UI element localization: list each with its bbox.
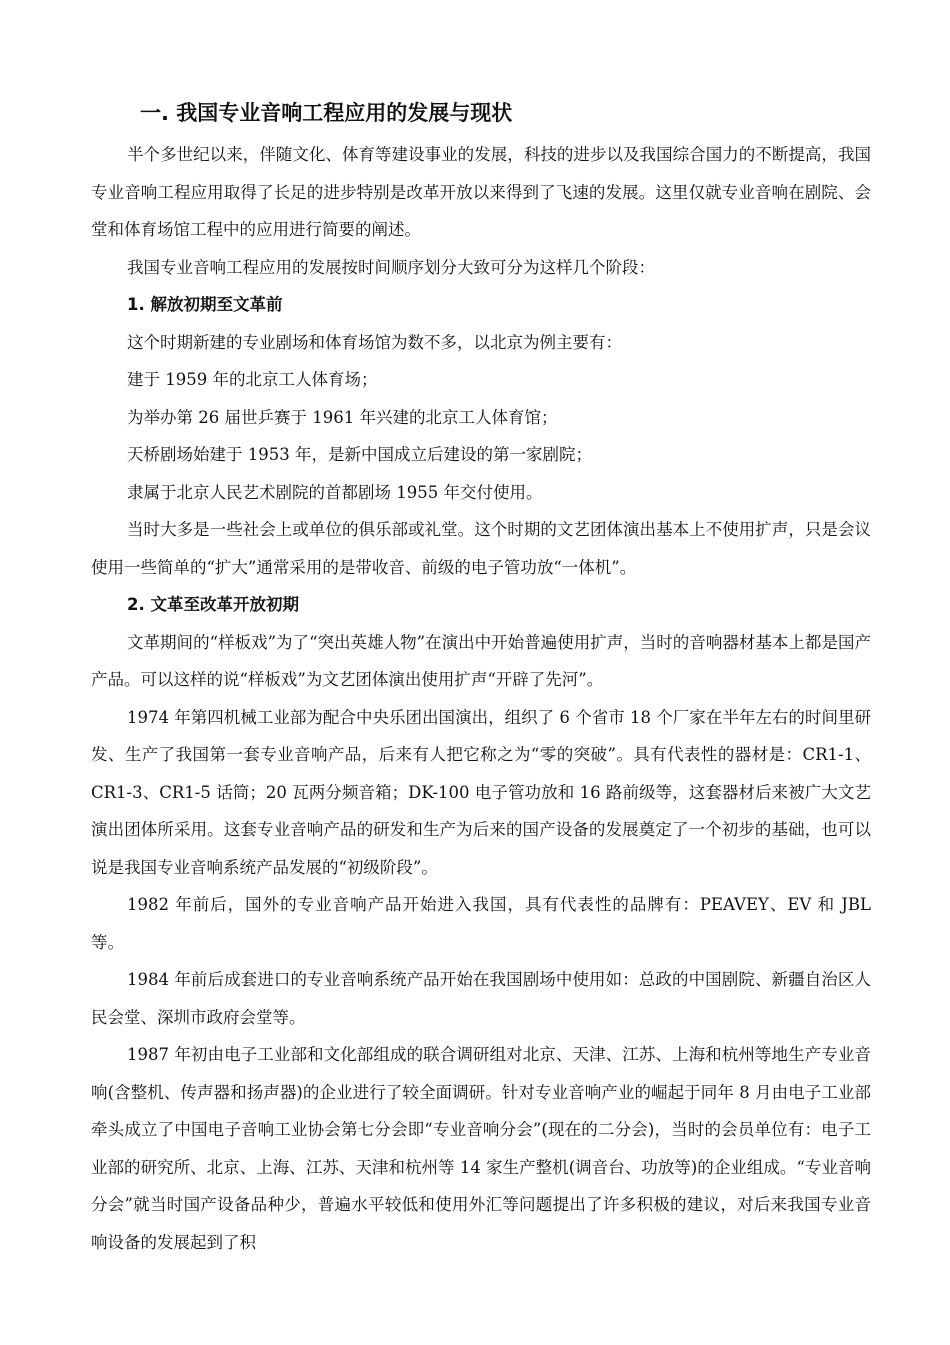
paragraph-stage-1-intro: 这个时期新建的专业剧场和体育场馆为数不多，以北京为例主要有： (127, 332, 622, 352)
subheading-stage-1: 1. 解放初期至文革前 (127, 295, 283, 314)
section-title: 一. 我国专业音响工程应用的发展与现状 (140, 101, 513, 125)
list-item: 天桥剧场始建于 1953 年，是新中国成立后建设的第一家剧院； (127, 445, 592, 464)
paragraph-intro: 半个多世纪以来，伴随文化、体育等建设事业的发展，科技的进步以及我国综合国力的不断提高，我国专业音响工程应用取得了长足的进步特别是改革开放以来得到了飞速的发展。这里仅就专业音响在剧院、会堂和体育场馆工程中的应用进行简要的阐述。 (91, 145, 871, 239)
subheading-stage-2: 2. 文革至改革开放初期 (127, 595, 299, 614)
paragraph-1984: 1984 年前后成套进口的专业音响系统产品开始在我国剧场中使用如：总政的中国剧院、新疆自治区人民会堂、深圳市政府会堂等。 (91, 970, 871, 1027)
document-body (91, 136, 871, 1261)
paragraph-1982: 1982 年前后，国外的专业音响产品开始进入我国，具有代表性的品牌有：PEAVEY、EV 和 JBL 等。 (91, 895, 871, 952)
paragraph-1974: 1974 年第四机械工业部为配合中央乐团出国演出，组织了 6 个省市 18 个厂家在半年左右的时间里研发、生产了我国第一套专业音响产品，后来有人把它称之为“零的突破”。具有代表性的器材是：CR1-1、CR1-3、CR1-5 话筒；20 瓦两分频音箱；DK-100 电子管功放和 16 路前级等，这套器材后来被广大文艺演出团体所采用。这套专业音响产品的研发和生产为后来的国产设备的发展奠定了一个初步的基础，也可以说是我国专业音响系统产品发展的“初级阶段”。 (91, 707, 871, 877)
list-item: 为举办第 26 届世乒赛于 1961 年兴建的北京工人体育馆； (127, 407, 558, 427)
paragraph-1987: 1987 年初由电子工业部和文化部组成的联合调研组对北京、天津、江苏、上海和杭州等地生产专业音响(含整机、传声器和扬声器)的企业进行了较全面调研。针对专业音响产业的崛起于同年 8 月由电子工业部牵头成立了中国电子音响工业协会第七分会即“专业音响分会”(现在的二分会)，当时的会员单位有：电子工业部的研究所、北京、上海、江苏、天津和杭州等 14 家生产整机(调音台、功放等)的企业组成。“专业音响分会”就当时国产设备品种少，普遍水平较低和使用外汇等问题提出了许多积极的建议，对后来我国专业音响设备的发展起到了积 (91, 1045, 871, 1252)
list-item: 隶属于北京人民艺术剧院的首都剧场 1955 年交付使用。 (127, 482, 543, 502)
paragraph-model-opera: 文革期间的“样板戏”为了“突出英雄人物”在演出中开始普遍使用扩声，当时的音响器材基本上都是国产产品。可以这样的说“样板戏”为文艺团体演出使用扩声“开辟了先河”。 (91, 632, 871, 689)
list-item: 建于 1959 年的北京工人体育场； (127, 370, 378, 389)
paragraph-stage-1-summary: 当时大多是一些社会上或单位的俱乐部或礼堂。这个时期的文艺团体演出基本上不使用扩声，只是会议使用一些简单的“扩大”通常采用的是带收音、前级的电子管功放“一体机”。 (91, 520, 871, 577)
paragraph-stages: 我国专业音响工程应用的发展按时间顺序划分大致可分为这样几个阶段： (127, 257, 655, 277)
